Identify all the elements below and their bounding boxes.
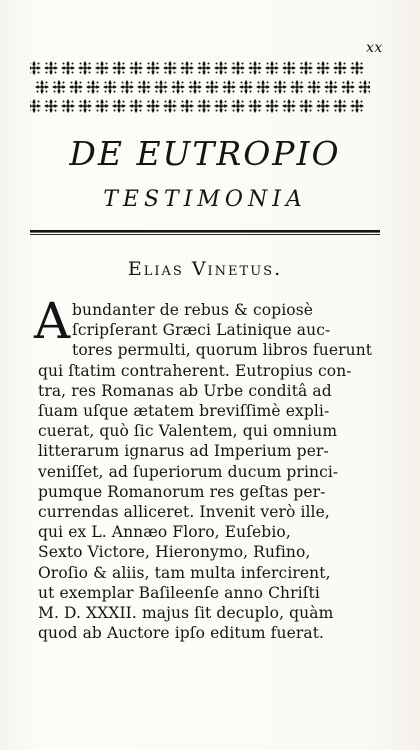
ornamental-header-band <box>30 58 370 116</box>
text-line: cuerat, quò ſic Valentem, qui omnium <box>38 422 338 441</box>
text-line: Oroſio & aliis, tam multa infercirent, <box>38 563 331 582</box>
section-heading: Elias Vinetus. <box>127 258 283 280</box>
text-line: currendas alliceret. Invenit verò ille, <box>38 503 330 521</box>
text-line: ut exemplar Baſileenſe anno Chriſti <box>38 583 320 602</box>
double-rule-divider <box>30 229 380 237</box>
text-line: pumque Romanorum res geſtas per- <box>38 482 326 501</box>
page-number: xx <box>366 40 383 56</box>
text-line: tra, res Romanas ab Urbe conditâ ad <box>38 381 332 400</box>
page-title: DE EUTROPIO <box>69 134 341 173</box>
text-line: quod ab Auctore ipſo editum fuerat. <box>38 624 325 643</box>
text-line: qui ſtatim contraherent. Eutropius con- <box>38 361 352 380</box>
text-line: ſcripſerant Græci Latinique auc- <box>72 321 331 340</box>
drop-cap: A <box>34 292 71 350</box>
text-line: qui ex L. Annæo Floro, Euſebio, <box>38 523 291 542</box>
text-line: litterarum ignarus ad Imperium per- <box>38 442 329 461</box>
text-line: bundanter de rebus & copiosè <box>72 301 314 319</box>
text-line: Sexto Victore, Hieronymo, Rufino, <box>38 543 311 562</box>
text-line: veniſſet, ad ſuperiorum ducum princi- <box>38 462 339 481</box>
text-line: tores permulti, quorum libros fuerunt <box>72 341 373 360</box>
text-line: ſuam uſque ætatem breviſſimè expli- <box>38 402 330 420</box>
text-line: M. D. XXXII. majus ſit decuplo, quàm <box>38 604 334 622</box>
page-subtitle: TESTIMONIA <box>103 187 307 212</box>
